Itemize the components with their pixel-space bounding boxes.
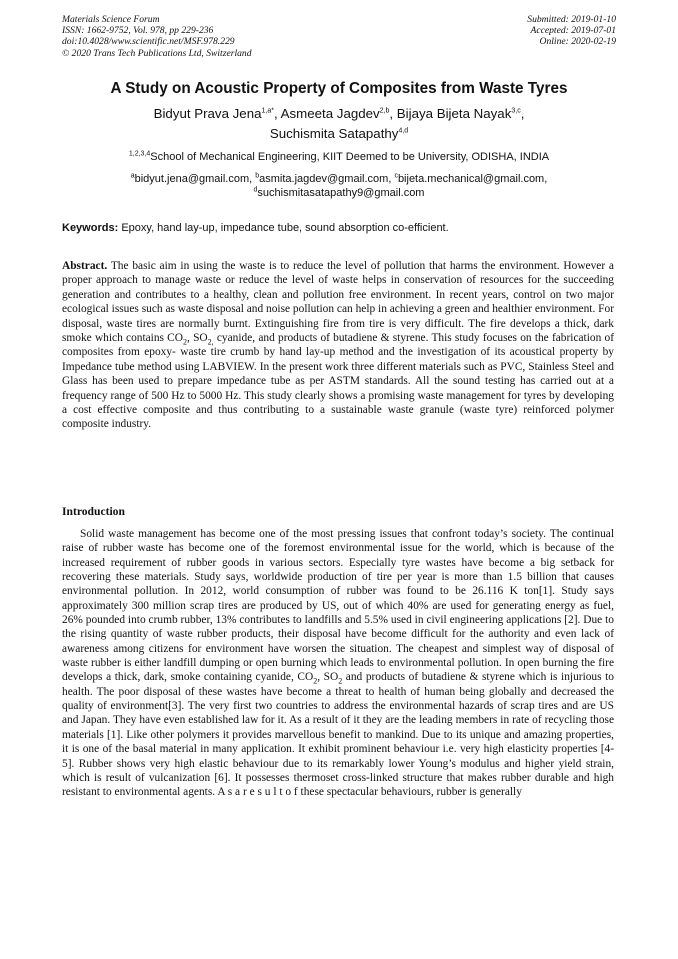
- submitted-date: Submitted: 2019-01-10: [527, 14, 616, 25]
- abstract-subscript: 2: [183, 337, 188, 347]
- email-address[interactable]: suchismitasatapathy9@gmail.com: [257, 187, 425, 199]
- abstract-text: cyanide, and products of butadiene & styrene. This study focuses on the fabrication of composites from epoxy- waste tire crumb by hand lay-up method and the investigation of its acoustical property by Impedance tube method using LABVIEW. In the present work three different materials such as PVC, Stainless Steel and Glass has been used to prepare impedance tube as per ASTM standards. All the sound testing has carried out at a frequency range of 500 Hz to 5000 Hz. This study clearly shows a promising waste management for tyres by developing a cost effective composite and thus contributing to a sustainable waste granule (waste tyre) reinforced polymer composite industry.: [62, 332, 614, 431]
- introduction-text: Solid waste management has become one of the most pressing issues that confront today’s society. The continual raise of rubber waste has become one of the foremost environmental issue for the world, which is because of the increased requirement of rubber goods in various sectors. Especially tyre wastes have become a big setback for recovering these materials. Study says, worldwide production of tire per year is more than 1.5 billion that causes environmental pollution. In 2012, world consumption of rubber was found to be 26.116 K ton[1]. Study says approximately 300 million scrap tires are produced by US, out of which 40% are used for generating energy as fuel, 26% pounded into crumb rubber, 13% contributes to landfills and 5.5% used in civil engineering applications [2]. Due to the rising quantity of waste rubber products, their disposal have become difficult for the authority and even lack of awareness among citizens for environment have worsen the situation. The cheapest and simplest way of disposal of waste rubber is either landfill dumping or open burning which leads to environmental pollution. In open burning the fire develops a thick, dark, smoke containing cyanide, CO: [62, 528, 614, 684]
- introduction-text: and products of butadiene & styrene which is injurious to health. The poor disposal of these wastes have become a threat to health of human being globally and decreased the quality of environment[3]. The very first two countries to address the environmental hazards of scrap tires and are US and Japan. They have even established law for it. As a result of it they are the leading members in rate of recycling those materials [1]. Like other polymers it provides marvellous benefit to mankind. Due to its unique and amazing properties, it is one of the basal material in many application. It exhibit prominent behaviour i.e. very high elasticity properties [4-5]. Rubber shows very high elastic behaviour due to its remarkably lower Young’s modulus and higher yield strain, which is result of vulcanization [6]. It possesses thermoset cross-linked structure that makes rubber durable and high resistant to environmental agents. A s a r e s u l t o f these spectacular behaviours, rubber is generally: [62, 671, 614, 799]
- author-name: Asmeeta Jagdev: [280, 106, 380, 121]
- abstract-subscript: 2,: [207, 337, 214, 347]
- email-address[interactable]: bidyut.jena@gmail.com: [134, 173, 250, 185]
- email-marker: b: [255, 172, 260, 180]
- journal-doi: doi:10.4028/www.scientific.net/MSF.978.229: [62, 36, 235, 48]
- journal-copyright: © 2020 Trans Tech Publications Ltd, Switzerland: [62, 47, 252, 59]
- abstract-label: Abstract.: [62, 260, 108, 272]
- author-marker: 4,d: [398, 127, 409, 135]
- affiliation: [40, 150, 638, 164]
- abstract: [62, 259, 614, 432]
- introduction-text: , SO: [317, 671, 339, 684]
- journal-issn: ISSN: 1662-9752, Vol. 978, pp 229-236: [62, 25, 214, 37]
- author-list: Bidyut Prava Jena$^{1,a*}$, Asmeeta Jagdev$^{2,b}$, Bijaya Bijeta Nayak$^{3,c}$, Suchismita Satapathy$^{4,d}$: [153, 106, 525, 141]
- online-date: Online: 2020-02-19: [539, 36, 616, 48]
- keywords-text: Epoxy, hand lay-up, impedance tube, sound absorption co-efficient.: [121, 222, 449, 234]
- author-emails: $^a$bidyut.jena@gmail.com, $^b$asmita.jagdev@gmail.com, $^c$bijeta.mechanical@gmail.com, $^d$suchismitasatapathy9@gmail.com: [130, 172, 548, 199]
- section-heading-introduction: Introduction: [62, 505, 125, 518]
- email-address[interactable]: bijeta.mechanical@gmail.com: [397, 173, 545, 185]
- journal-header-right: [527, 14, 616, 48]
- author-marker: 3,c: [511, 107, 521, 115]
- keywords: [62, 221, 622, 235]
- email-marker: a: [130, 172, 135, 180]
- email-marker: c: [394, 172, 398, 180]
- abstract-text: The basic aim in using the waste is to reduce the level of pollution that harms the environment. However a proper approach to manage waste or reduce the level of waste helps in conservation of resources for the succeeding generation and contributes to a healthy, clean and pollution free environment. In recent years, control on two major ecological issues such as waste disposal and noise pollution can help in achieving a green and healthier environment. For disposal, waste tires are normally burnt. Extinguishing fire from tire is very difficult. The fire develops a thick, dark smoke which contains CO: [62, 260, 614, 345]
- keywords-label: Keywords:: [62, 222, 119, 234]
- abstract-text: , SO: [187, 332, 208, 345]
- affiliation-text: School of Mechanical Engineering, KIIT Deemed to be University, ODISHA, INDIA: [150, 151, 550, 163]
- email-marker: d: [253, 186, 258, 194]
- journal-header-left: [62, 14, 252, 59]
- author-name: Bidyut Prava Jena: [153, 106, 262, 121]
- email-address[interactable]: asmita.jagdev@gmail.com: [259, 173, 389, 185]
- author-marker: 2,b: [379, 107, 390, 115]
- introduction-subscript: 2: [338, 676, 343, 686]
- affiliation-marker: 1,2,3,4: [128, 150, 151, 158]
- accepted-date: Accepted: 2019-07-01: [530, 25, 616, 37]
- journal-name: Materials Science Forum: [62, 14, 160, 25]
- introduction-subscript: 2: [313, 676, 318, 686]
- author-marker: 1,a*: [261, 107, 274, 115]
- author-name: Bijaya Bijeta Nayak: [396, 106, 512, 121]
- author-name: Suchismita Satapathy: [269, 125, 399, 141]
- paper-title: A Study on Acoustic Property of Composites from Waste Tyres: [110, 80, 568, 97]
- introduction-body: [62, 527, 614, 800]
